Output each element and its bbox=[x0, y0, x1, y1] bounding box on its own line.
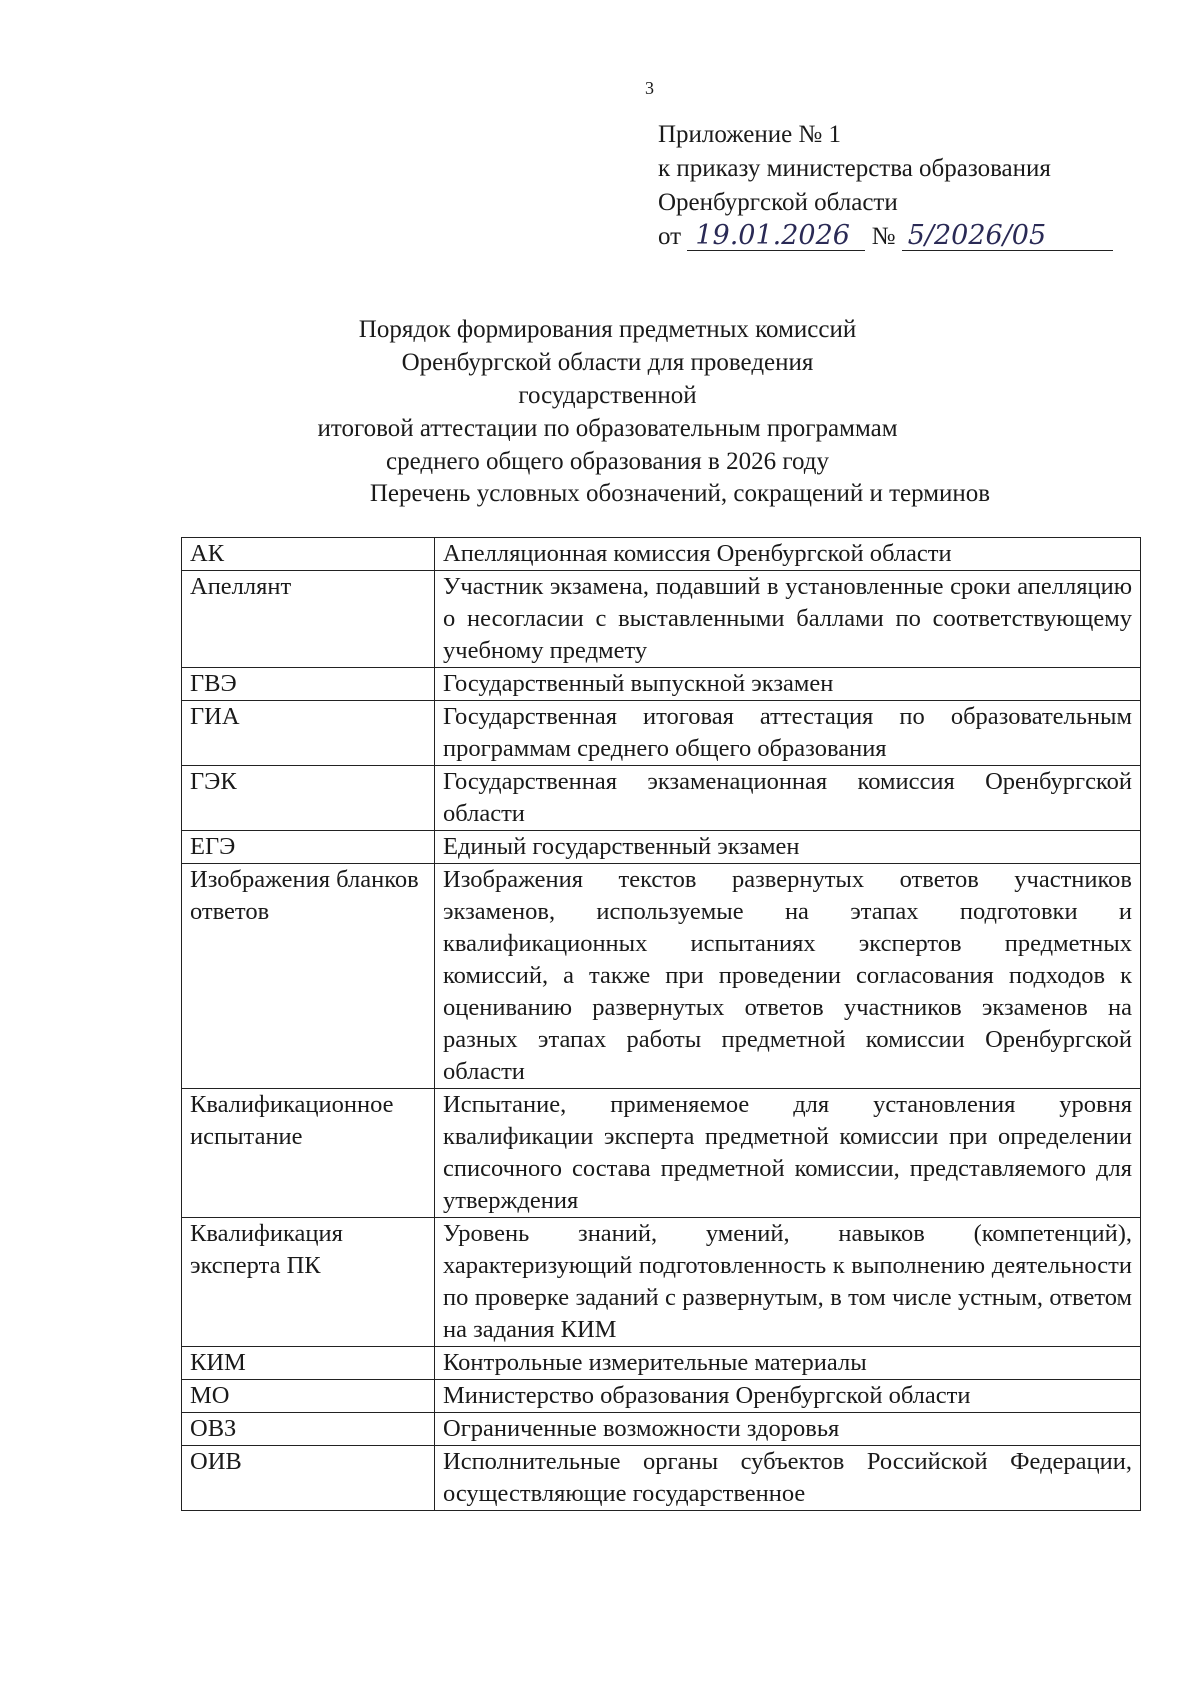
table-row bbox=[182, 1218, 1141, 1347]
appendix-line-3: Оренбургской области bbox=[658, 189, 898, 216]
date-prefix: от bbox=[658, 223, 682, 250]
page-number: 3 bbox=[645, 78, 654, 98]
definition-cell: Уровень знаний, умений, навыков (компетенций), характеризующий подготовленность к выполнению деятельности по проверке заданий с развернутым, в том числе устным, ответом на задания КИМ bbox=[435, 1218, 1141, 1347]
term-cell: КИМ bbox=[182, 1347, 435, 1380]
table-row bbox=[182, 1380, 1141, 1413]
table-row bbox=[182, 538, 1141, 571]
document-title bbox=[310, 313, 905, 478]
terms-table bbox=[181, 537, 1141, 1511]
title-line-2: Оренбургской области для проведения государственной bbox=[401, 349, 814, 409]
definition-cell: Апелляционная комиссия Оренбургской области bbox=[435, 538, 1141, 571]
table-row bbox=[182, 1446, 1141, 1511]
title-line-1: Порядок формирования предметных комиссий bbox=[358, 316, 857, 343]
term-cell: Изображения бланков ответов bbox=[182, 864, 435, 1089]
definition-cell: Изображения текстов развернутых ответов участников экзаменов, используемые на этапах подготовки и квалификационных испытаниях экспертов предметных комиссий, а также при проведении согласования подходов к оцениванию развернутых ответов участников экзаменов на разных этапах работы предметной комиссии Оренбургской области bbox=[435, 864, 1141, 1089]
table-row bbox=[182, 766, 1141, 831]
term-cell: ОИВ bbox=[182, 1446, 435, 1511]
definition-cell: Государственная итоговая аттестация по образовательным программам среднего общего образования bbox=[435, 701, 1141, 766]
section-subtitle: Перечень условных обозначений, сокращений и терминов bbox=[369, 480, 991, 507]
definition-cell: Государственная экзаменационная комиссия Оренбургской области bbox=[435, 766, 1141, 831]
definition-cell: Участник экзамена, подавший в установленные сроки апелляцию о несогласии с выставленными баллами по соответствующему учебному предмету bbox=[435, 571, 1141, 668]
term-cell: Квалификация эксперта ПК bbox=[182, 1218, 435, 1347]
definition-cell: Государственный выпускной экзамен bbox=[435, 668, 1141, 701]
definition-cell: Министерство образования Оренбургской области bbox=[435, 1380, 1141, 1413]
definition-cell: Ограниченные возможности здоровья bbox=[435, 1413, 1141, 1446]
title-line-3: итоговой аттестации по образовательным программам bbox=[317, 415, 898, 442]
definition-cell: Единый государственный экзамен bbox=[435, 831, 1141, 864]
definition-cell: Контрольные измерительные материалы bbox=[435, 1347, 1141, 1380]
term-cell: АК bbox=[182, 538, 435, 571]
appendix-header bbox=[658, 118, 1113, 254]
term-cell: ГЭК bbox=[182, 766, 435, 831]
table-row bbox=[182, 1347, 1141, 1380]
term-cell: ОВЗ bbox=[182, 1413, 435, 1446]
table-row bbox=[182, 1413, 1141, 1446]
title-line-4: среднего общего образования в 2026 году bbox=[386, 448, 829, 475]
term-cell: Квалификационное испытание bbox=[182, 1089, 435, 1218]
handwritten-date: 19.01.2026 bbox=[687, 222, 865, 251]
appendix-date-number-line bbox=[658, 220, 1113, 254]
definition-cell: Исполнительные органы субъектов Российской Федерации, осуществляющие государственное bbox=[435, 1446, 1141, 1511]
definition-cell: Испытание, применяемое для установления уровня квалификации эксперта предметной комиссии при определении списочного состава предметной комиссии, представляемого для утверждения bbox=[435, 1089, 1141, 1218]
table-row bbox=[182, 864, 1141, 1089]
table-row bbox=[182, 571, 1141, 668]
term-cell: МО bbox=[182, 1380, 435, 1413]
number-prefix: № bbox=[871, 223, 896, 250]
appendix-line-1: Приложение № 1 bbox=[658, 121, 842, 148]
term-cell: ГВЭ bbox=[182, 668, 435, 701]
term-cell: Апеллянт bbox=[182, 571, 435, 668]
table-row bbox=[182, 1089, 1141, 1218]
term-cell: ЕГЭ bbox=[182, 831, 435, 864]
table-row bbox=[182, 668, 1141, 701]
appendix-line-2: к приказу министерства образования bbox=[658, 155, 1051, 182]
term-cell: ГИА bbox=[182, 701, 435, 766]
handwritten-order-number: 5/2026/05 bbox=[902, 222, 1113, 251]
table-row bbox=[182, 701, 1141, 766]
table-row bbox=[182, 831, 1141, 864]
